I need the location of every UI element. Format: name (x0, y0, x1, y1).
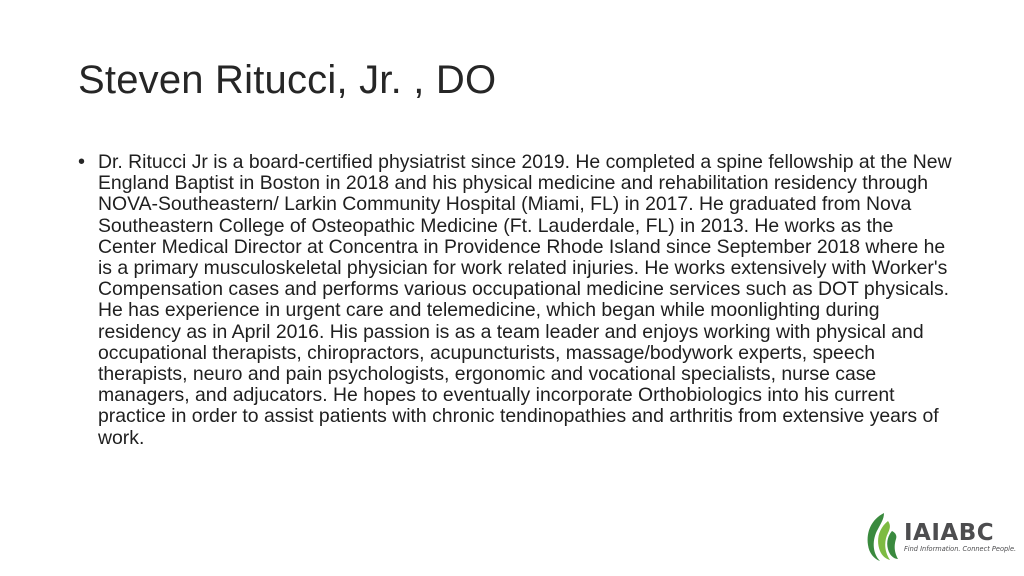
logo-text (904, 521, 1016, 553)
iaiabc-logo (862, 510, 1017, 564)
slide-content (78, 152, 958, 449)
bio-paragraph: Dr. Ritucci Jr is a board-certified physiatrist since 2019. He completed a spine fellowship at the New England Baptist in Boston in 2018 and his physical medicine and rehabilitation residency through NOVA-Southeastern/ Larkin Community Hospital (Miami, FL) in 2017. He graduated from Nova Southeastern College of Osteopathic Medicine (Ft. Lauderdale, FL) in 2013. He works as the Center Medical Director at Concentra in Providence Rhode Island since September 2018 where he is a primary musculoskeletal physician for work related injuries. He works extensively with Worker's Compensation cases and performs various occupational medicine services such as DOT physicals. He has experience in urgent care and telemedicine, which began while moonlighting during residency as in April 2016. His passion is as a team leader and enjoys working with physical and occupational therapists, chiropractors, acupuncturists, massage/bodywork experts, speech therapists, neuro and pain psychologists, ergonomic and vocational specialists, nurse case managers, and adjucators. He hopes to eventually incorporate Orthobiologics into his current practice in order to assist patients with chronic tendinopathies and arthritis from extensive years of work. (98, 151, 952, 449)
leaf-logo-icon (862, 511, 902, 563)
logo-name: IAIABC (904, 520, 995, 546)
bullet-marker: • (78, 151, 86, 173)
bullet-item (78, 152, 958, 449)
slide-title: Steven Ritucci, Jr. , DO (78, 58, 497, 102)
logo-tagline: Find Information. Connect People. (904, 545, 1017, 553)
